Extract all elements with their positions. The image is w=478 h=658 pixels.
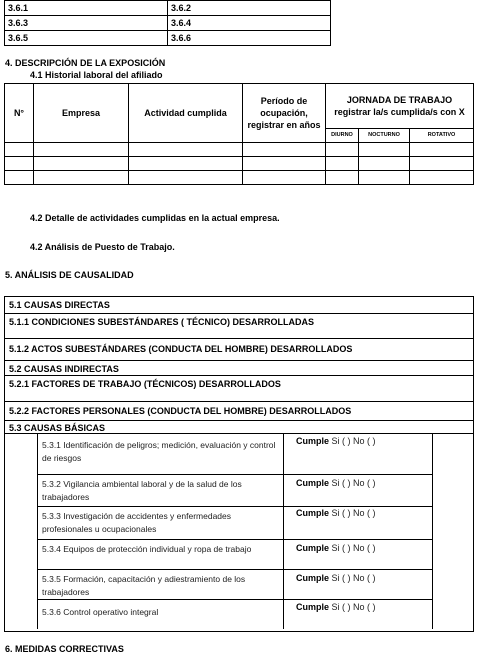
col-header-rotating: ROTATIVO	[410, 128, 474, 143]
basic-causes-box	[37, 433, 433, 629]
cumple-label: Cumple	[296, 573, 330, 583]
section-6-heading: 6. MEDIDAS CORRECTIVAS	[5, 644, 124, 654]
table-row	[5, 157, 474, 171]
yes-no-options[interactable]: Si ( ) No ( )	[331, 436, 376, 446]
basic-cause-text: 5.3.1 Identificación de peligros; medición, evaluación y control de riesgos	[42, 440, 276, 463]
divider	[5, 338, 473, 339]
table-cell[interactable]	[5, 143, 34, 157]
table-cell[interactable]	[34, 143, 129, 157]
table-cell: 3.6.3	[5, 16, 168, 31]
section-4-1-heading: 4.1 Historial laboral del afiliado	[30, 70, 163, 80]
table-row	[5, 171, 474, 185]
cumple-label: Cumple	[296, 478, 330, 488]
col-header-period: Período de ocupación, registrar en años	[243, 84, 326, 143]
col-header-shift: JORNADA DE TRABAJO registrar la/s cumplida/s con X	[326, 84, 474, 129]
table-cell: 3.6.2	[168, 1, 331, 16]
basic-causes-label: 5.3 CAUSAS BÁSICAS	[9, 423, 106, 433]
section-4-2-activities-heading: 4.2 Detalle de actividades cumplidas en la actual empresa.	[30, 213, 280, 223]
basic-cause-cell	[38, 507, 284, 539]
basic-cause-cell	[38, 570, 284, 599]
table-cell: 3.6.5	[5, 31, 168, 46]
yes-no-options[interactable]: Si ( ) No ( )	[331, 478, 376, 488]
section-4-2-job-analysis-heading: 4.2 Análisis de Puesto de Trabajo.	[30, 242, 175, 252]
table-cell[interactable]	[243, 171, 326, 185]
table-cell[interactable]	[410, 171, 474, 185]
list-item	[38, 540, 432, 570]
basic-cause-cell	[38, 600, 284, 629]
compliance-check[interactable]	[296, 478, 376, 488]
table-cell[interactable]	[129, 171, 243, 185]
table-cell[interactable]	[359, 143, 410, 157]
table-cell[interactable]	[34, 171, 129, 185]
table-cell[interactable]	[410, 143, 474, 157]
compliance-check[interactable]	[296, 602, 376, 612]
table-cell[interactable]	[326, 157, 359, 171]
causality-table	[4, 296, 474, 632]
table-cell[interactable]	[5, 171, 34, 185]
indirect-causes-label: 5.2 CAUSAS INDIRECTAS	[9, 364, 119, 374]
basic-cause-text: 5.3.2 Vigilancia ambiental laboral y de la salud de los trabajadores	[42, 479, 242, 502]
table-cell[interactable]	[326, 143, 359, 157]
work-factors-label: 5.2.1 FACTORES DE TRABAJO (TÉCNICOS) DESARROLLADOS	[9, 379, 281, 389]
basic-cause-cell	[38, 433, 284, 474]
work-history-table	[4, 83, 474, 185]
table-cell[interactable]	[243, 157, 326, 171]
basic-cause-cell	[38, 540, 284, 569]
list-item	[38, 475, 432, 507]
table-row	[5, 31, 331, 46]
basic-cause-text: 5.3.4 Equipos de protección individual y ropa de trabajo	[42, 544, 252, 554]
compliance-check[interactable]	[296, 543, 376, 553]
list-item	[38, 600, 432, 629]
basic-cause-cell	[38, 475, 284, 506]
col-header-activity: Actividad cumplida	[129, 84, 243, 143]
col-header-number: N°	[5, 84, 34, 143]
compliance-check[interactable]	[296, 508, 376, 518]
divider	[5, 360, 473, 361]
yes-no-options[interactable]: Si ( ) No ( )	[331, 508, 376, 518]
section-5-heading: 5. ANÁLISIS DE CAUSALIDAD	[5, 270, 134, 280]
substandard-acts-label: 5.1.2 ACTOS SUBESTÁNDARES (CONDUCTA DEL HOMBRE) DESARROLLADOS	[9, 344, 353, 354]
yes-no-options[interactable]: Si ( ) No ( )	[331, 543, 376, 553]
basic-cause-text: 5.3.6 Control operativo integral	[42, 607, 159, 617]
table-cell[interactable]	[5, 157, 34, 171]
basic-cause-text: 5.3.3 Investigación de accidentes y enfermedades profesionales u ocupacionales	[42, 511, 232, 534]
table-cell[interactable]	[243, 143, 326, 157]
cumple-label: Cumple	[296, 436, 330, 446]
cumple-label: Cumple	[296, 543, 330, 553]
table-row	[5, 1, 331, 16]
col-header-company: Empresa	[34, 84, 129, 143]
col-header-day: DIURNO	[326, 128, 359, 143]
divider	[5, 401, 473, 402]
section-4-heading: 4. DESCRIPCIÓN DE LA EXPOSICIÓN	[5, 58, 166, 68]
table-cell[interactable]	[359, 171, 410, 185]
list-item	[38, 507, 432, 540]
divider	[5, 313, 473, 314]
basic-cause-text: 5.3.5 Formación, capacitación y adiestramiento de los trabajadores	[42, 574, 246, 597]
cumple-label: Cumple	[296, 508, 330, 518]
table-cell[interactable]	[129, 143, 243, 157]
list-item	[38, 433, 432, 475]
table-cell[interactable]	[34, 157, 129, 171]
table-row	[5, 16, 331, 31]
compliance-check[interactable]	[296, 436, 376, 446]
table-cell[interactable]	[359, 157, 410, 171]
table-cell: 3.6.4	[168, 16, 331, 31]
yes-no-options[interactable]: Si ( ) No ( )	[331, 573, 376, 583]
divider	[5, 420, 473, 421]
list-item	[38, 570, 432, 600]
table-cell[interactable]	[326, 171, 359, 185]
direct-causes-label: 5.1 CAUSAS DIRECTAS	[9, 300, 110, 310]
table-row	[5, 143, 474, 157]
table-cell[interactable]	[410, 157, 474, 171]
compliance-check[interactable]	[296, 573, 376, 583]
divider	[5, 375, 473, 376]
substandard-conditions-label: 5.1.1 CONDICIONES SUBESTÁNDARES ( TÉCNICO) DESARROLLADAS	[9, 317, 315, 327]
yes-no-options[interactable]: Si ( ) No ( )	[331, 602, 376, 612]
table-cell[interactable]	[129, 157, 243, 171]
table-header-row	[5, 84, 474, 129]
cumple-label: Cumple	[296, 602, 330, 612]
section-3-6-table	[4, 0, 331, 46]
personal-factors-label: 5.2.2 FACTORES PERSONALES (CONDUCTA DEL HOMBRE) DESARROLLADOS	[9, 406, 352, 416]
table-cell: 3.6.6	[168, 31, 331, 46]
table-cell: 3.6.1	[5, 1, 168, 16]
col-header-night: NOCTURNO	[359, 128, 410, 143]
